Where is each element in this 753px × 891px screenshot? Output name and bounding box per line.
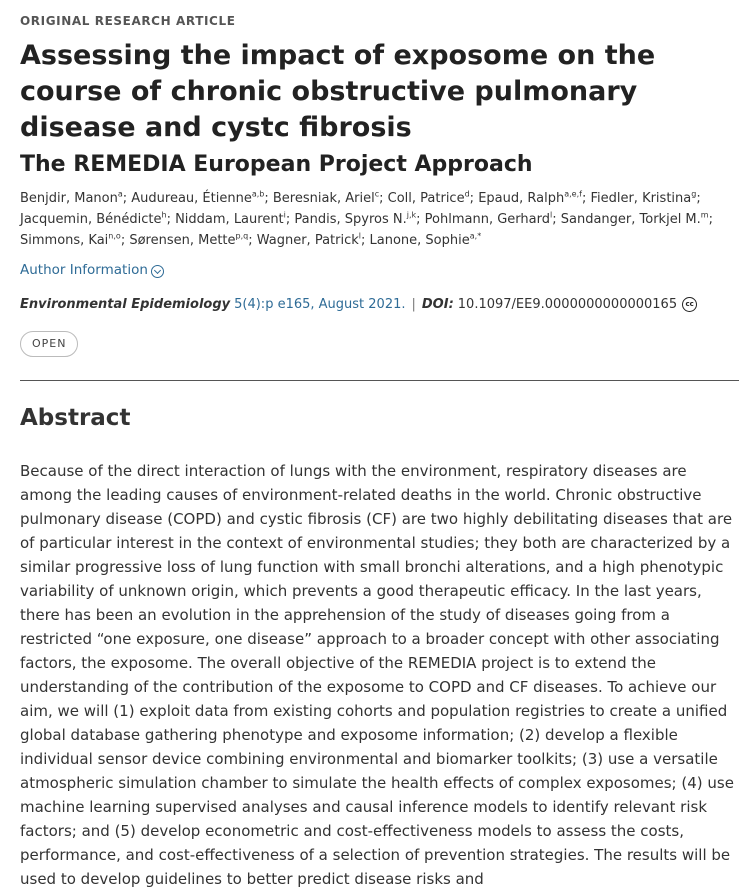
author-name[interactable]: Epaud, Ralph bbox=[478, 191, 565, 206]
doi-value: 10.1097/EE9.0000000000000165 bbox=[457, 297, 678, 312]
author-name[interactable]: Wagner, Patrick bbox=[256, 233, 359, 248]
author-affiliation-marker: n,o bbox=[108, 231, 121, 241]
article-title: Assessing the impact of exposome on the course of chronic obstructive pulmonary disease and cystc fibrosis bbox=[20, 40, 656, 143]
author-affiliation-marker: j,k bbox=[406, 210, 417, 220]
author-affiliation-marker: a,* bbox=[469, 231, 482, 241]
author-name[interactable]: Benjdir, Manon bbox=[20, 191, 118, 206]
author-affiliation-marker: c bbox=[374, 189, 380, 199]
cc-icon: cc bbox=[682, 297, 697, 312]
citation-separator: | bbox=[411, 297, 416, 312]
volume-issue-link[interactable]: 5(4):p e165, August 2021. bbox=[234, 297, 406, 312]
author-name[interactable]: Jacquemin, Bénédicte bbox=[20, 212, 162, 227]
section-divider bbox=[20, 380, 739, 381]
citation-line bbox=[20, 297, 697, 312]
chevron-down-icon[interactable] bbox=[151, 265, 164, 278]
author-name[interactable]: Beresniak, Ariel bbox=[272, 191, 375, 206]
abstract-text: Because of the direct interaction of lungs with the environment, respiratory diseases are among the leading causes of environment-related deaths in the world. Chronic obstructive pulmonary disease (COPD) and cystic fibrosis (CF) are two highly debilitating diseases that are of particular interest in the context of environmental studies; they both are characterized by a similar progressive loss of lung function with small bronchi alterations, and a high phenotypic variability of unknown origin, which prevents a good therapeutic efficacy. In the last years, there has been an evolution in the apprehension of the study of diseases going from a restricted “one exposure, one disease” approach to a broader concept with other associating factors, the exposome. The overall objective of the REMEDIA project is to extend the understanding of the contribution of the exposome to COPD and CF diseases. To achieve our aim, we will (1) exploit data from existing cohorts and population registries to create a unified global database gathering phenotype and exposome information; (2) develop a flexible individual sensor device combining environmental and biomarker toolkits; (3) use a versatile atmospheric simulation chamber to simulate the health effects of complex exposomes; (4) use machine learning supervised analyses and causal inference models to identify relevant risk factors; and (5) develop econometric and cost-effectiveness models to assess the costs, performance, and cost-effectiveness of a selection of prevention strategies. The results will be used to develop guidelines to better predict disease risks and bbox=[20, 462, 734, 888]
journal-name[interactable]: Environmental Epidemiology bbox=[20, 297, 231, 312]
author-affiliation-marker: d bbox=[464, 189, 470, 199]
author-affiliation-marker: a,e,f bbox=[564, 189, 582, 199]
author-affiliation-marker: a,b bbox=[251, 189, 265, 199]
abstract-heading: Abstract bbox=[20, 405, 131, 431]
author-affiliation-marker: p,q bbox=[235, 231, 249, 241]
author-list: Benjdir, Manon$^a$; Audureau, Étienne$^{a,b}$; Beresniak, Ariel$^c$; Coll, Patrice$^d$; Epaud, Ralph$^{a,e,f}$; Fiedler, Kristina$^g$; Jacquemin, Bénédicte$^h$; Niddam, Laurent$^i$; Pandis, Spyros N.$^{j,k}$; Pohlmann, Gerhard$^l$; Sandanger, Torkjel M.$^m$; Simmons, Kai$^{n,o}$; Sørensen, Mette$^{p,q}$; Wagner, Patrick$^l$; Lanone, Sophie$^{a,*}$ bbox=[20, 189, 713, 248]
author-name[interactable]: Fiedler, Kristina bbox=[590, 191, 692, 206]
author-name[interactable]: Sørensen, Mette bbox=[129, 233, 236, 248]
author-name[interactable]: Simmons, Kai bbox=[20, 233, 109, 248]
author-information-toggle[interactable] bbox=[20, 262, 164, 278]
author-name[interactable]: Sandanger, Torkjel M. bbox=[560, 212, 701, 227]
author-affiliation-marker: l bbox=[550, 210, 553, 220]
author-name[interactable]: Lanone, Sophie bbox=[369, 233, 470, 248]
author-affiliation-marker: g bbox=[691, 189, 697, 199]
author-affiliation-marker: h bbox=[161, 210, 167, 220]
author-affiliation-marker: a bbox=[117, 189, 123, 199]
author-affiliation-marker: m bbox=[700, 210, 709, 220]
author-name[interactable]: Niddam, Laurent bbox=[175, 212, 284, 227]
author-name[interactable]: Coll, Patrice bbox=[387, 191, 465, 206]
author-affiliation-marker: l bbox=[358, 231, 362, 241]
author-name[interactable]: Pandis, Spyros N. bbox=[294, 212, 407, 227]
author-name[interactable]: Pohlmann, Gerhard bbox=[424, 212, 550, 227]
author-name[interactable]: Audureau, Étienne bbox=[131, 191, 252, 206]
article-subtitle: The REMEDIA European Project Approach bbox=[20, 152, 533, 177]
open-access-badge: OPEN bbox=[20, 331, 78, 357]
author-affiliation-marker: i bbox=[283, 210, 286, 220]
article-type-label: ORIGINAL RESEARCH ARTICLE bbox=[20, 14, 236, 28]
author-information-label[interactable]: Author Information bbox=[20, 262, 148, 278]
doi-label: DOI: bbox=[421, 297, 454, 312]
